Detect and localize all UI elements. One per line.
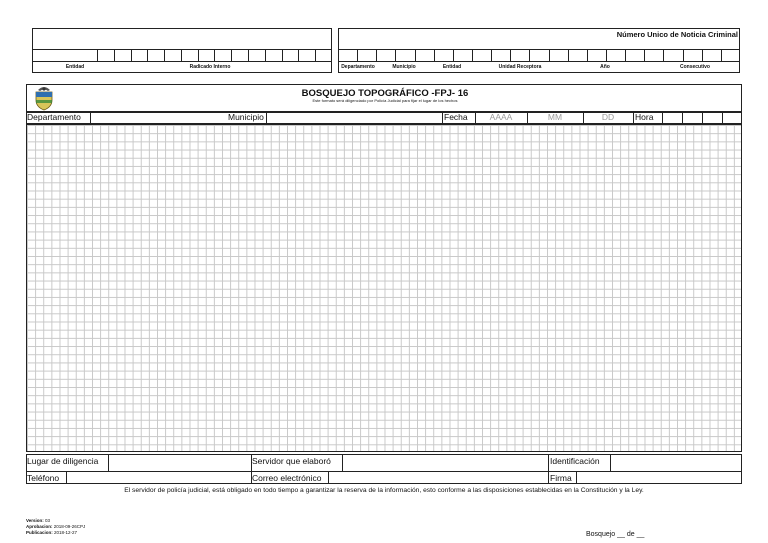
aprobacion-value: 2018-09-26CPJ bbox=[53, 523, 86, 529]
form-subtitle: Este formato será diligenciado por Policía Judicial para fijar el lugar de los hechos bbox=[312, 98, 458, 103]
version-info bbox=[26, 518, 85, 535]
label-unidad-receptora: Unidad Receptora bbox=[498, 64, 542, 70]
label-departamento: Departamento bbox=[27, 112, 81, 122]
footer-fields bbox=[26, 454, 742, 484]
date-year-field[interactable]: AAAA bbox=[489, 112, 513, 122]
aprobacion-label: Aprobacion: bbox=[26, 523, 53, 529]
sketch-grid-area[interactable] bbox=[26, 124, 742, 452]
label-entidad-left: Entidad bbox=[65, 64, 85, 70]
label-entidad-top: Entidad bbox=[442, 64, 462, 70]
label-ano: Año bbox=[600, 64, 610, 70]
label-lugar-diligencia: Lugar de diligencia bbox=[27, 456, 99, 466]
version-label: Version: bbox=[26, 518, 44, 523]
label-consecutivo: Consecutivo bbox=[679, 64, 710, 70]
confidentiality-notice: El servidor de policía judicial, está obligado en todo tiempo a garantizar la reserva de la información, esto conforme a las disposiciones establecidas en la Constitución y la Ley. bbox=[124, 487, 644, 494]
label-fecha: Fecha bbox=[444, 112, 468, 122]
label-identificacion: Identificación bbox=[550, 456, 600, 466]
header-left-cells bbox=[97, 49, 332, 61]
label-municipio: Municipio bbox=[228, 112, 264, 122]
label-departamento-top: Departamento bbox=[341, 64, 375, 70]
nunc-title: Número Unico de Noticia Criminal bbox=[616, 30, 738, 39]
publicacion-value: 2018-12-27 bbox=[54, 529, 78, 535]
label-firma: Firma bbox=[550, 473, 572, 483]
date-day-field[interactable]: DD bbox=[601, 112, 615, 122]
label-telefono: Teléfono bbox=[27, 473, 60, 483]
version-value: 03 bbox=[45, 518, 51, 523]
colombia-coat-of-arms-icon bbox=[33, 85, 55, 111]
page-counter: Bosquejo __ de __ bbox=[586, 531, 645, 538]
label-hora: Hora bbox=[635, 112, 654, 122]
date-month-field[interactable]: MM bbox=[547, 112, 563, 122]
label-radicado-interno: Radicado Interno bbox=[189, 64, 231, 70]
publicacion-label: Publicacion: bbox=[26, 529, 53, 535]
form-title: BOSQUEJO TOPOGRÁFICO -FPJ- 16 bbox=[301, 88, 469, 99]
label-municipio-top: Municipio bbox=[392, 64, 416, 70]
label-correo: Correo electrónico bbox=[252, 473, 322, 483]
header-right-cells bbox=[338, 49, 740, 61]
label-servidor: Servidor que elaboró bbox=[252, 456, 331, 466]
